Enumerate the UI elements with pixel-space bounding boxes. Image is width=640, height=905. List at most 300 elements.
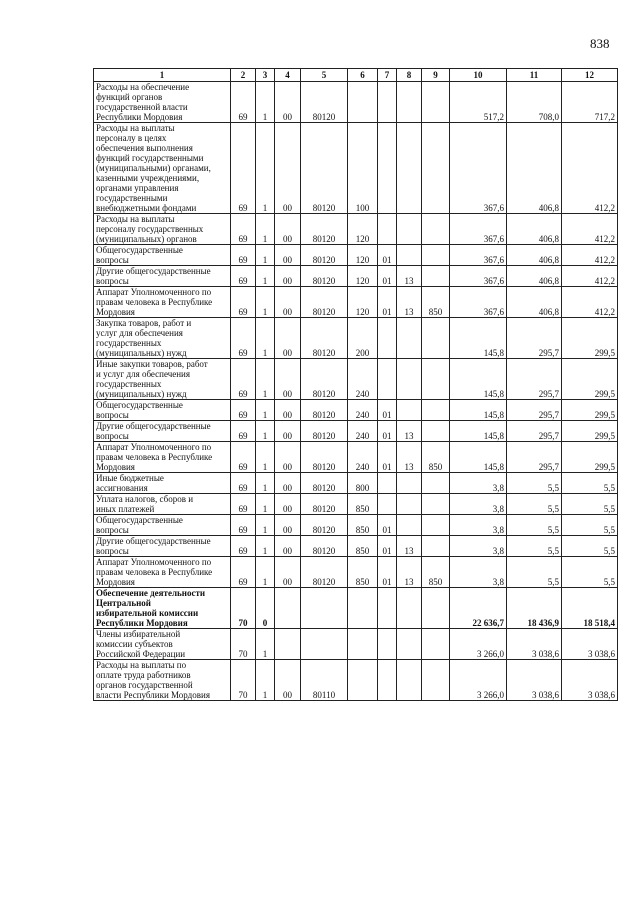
table-row bbox=[94, 359, 618, 400]
department-code bbox=[422, 536, 450, 557]
row-title-line: вопросы bbox=[96, 546, 129, 556]
table-row bbox=[94, 660, 618, 701]
amount-year-1: 517,2 bbox=[450, 82, 507, 123]
row-title-line: оплате труда работников bbox=[96, 670, 191, 680]
section-code: 69 bbox=[231, 473, 256, 494]
row-title-line: (муниципальных) органов bbox=[96, 234, 197, 244]
column-header: 5 bbox=[301, 69, 348, 82]
amount-year-3: 717,2 bbox=[562, 82, 618, 123]
target-article-code: 80120 bbox=[301, 214, 348, 245]
department-code bbox=[422, 515, 450, 536]
target-article-code: 80120 bbox=[301, 557, 348, 588]
amount-year-3: 5,5 bbox=[562, 473, 618, 494]
table-row bbox=[94, 421, 618, 442]
row-title-line: избирательной комиссии bbox=[96, 608, 199, 618]
row-title-line: вопросы bbox=[96, 431, 129, 441]
amount-year-1: 367,6 bbox=[450, 245, 507, 266]
row-title-line: ассигнования bbox=[96, 483, 148, 493]
program-code: 00 bbox=[275, 473, 301, 494]
section-code: 69 bbox=[231, 123, 256, 214]
function-subsection-code bbox=[397, 82, 422, 123]
table-row bbox=[94, 588, 618, 629]
program-code: 00 bbox=[275, 318, 301, 359]
department-code bbox=[422, 214, 450, 245]
row-title-line: Мордовия bbox=[96, 462, 135, 472]
amount-year-1: 367,6 bbox=[450, 287, 507, 318]
column-header: 1 bbox=[94, 69, 231, 82]
amount-year-3: 299,5 bbox=[562, 318, 618, 359]
row-title-line: персоналу государственных bbox=[96, 224, 204, 234]
subsection-code: 1 bbox=[256, 660, 275, 701]
expense-type-code: 100 bbox=[348, 123, 378, 214]
subsection-code: 1 bbox=[256, 82, 275, 123]
row-title-line: комиссии субъектов bbox=[96, 639, 173, 649]
expense-type-code: 800 bbox=[348, 473, 378, 494]
expense-type-code: 850 bbox=[348, 515, 378, 536]
department-code bbox=[422, 494, 450, 515]
expense-type-code: 200 bbox=[348, 318, 378, 359]
program-code: 00 bbox=[275, 442, 301, 473]
section-code: 69 bbox=[231, 245, 256, 266]
amount-year-1: 145,8 bbox=[450, 442, 507, 473]
target-article-code: 80120 bbox=[301, 400, 348, 421]
program-code: 00 bbox=[275, 359, 301, 400]
department-code bbox=[422, 82, 450, 123]
function-section-code bbox=[378, 629, 397, 660]
function-subsection-code bbox=[397, 629, 422, 660]
amount-year-3: 5,5 bbox=[562, 494, 618, 515]
page-number: 838 bbox=[590, 36, 610, 51]
row-title bbox=[94, 442, 231, 473]
row-title-line: Расходы на выплаты bbox=[96, 123, 175, 133]
subsection-code: 1 bbox=[256, 245, 275, 266]
program-code: 00 bbox=[275, 266, 301, 287]
department-code bbox=[422, 266, 450, 287]
table-row bbox=[94, 318, 618, 359]
department-code bbox=[422, 123, 450, 214]
row-title-line: Иные закупки товаров, работ bbox=[96, 359, 208, 369]
amount-year-1: 367,6 bbox=[450, 123, 507, 214]
row-title-line: государственных bbox=[96, 338, 162, 348]
target-article-code: 80120 bbox=[301, 245, 348, 266]
target-article-code: 80120 bbox=[301, 82, 348, 123]
function-subsection-code bbox=[397, 400, 422, 421]
row-title-line: внебюджетными фондами bbox=[96, 203, 197, 213]
amount-year-2: 5,5 bbox=[507, 494, 562, 515]
budget-table bbox=[93, 68, 618, 701]
row-title-line: и услуг для обеспечения bbox=[96, 369, 191, 379]
amount-year-3: 412,2 bbox=[562, 287, 618, 318]
function-section-code bbox=[378, 214, 397, 245]
row-title-line: органами управления bbox=[96, 183, 179, 193]
table-row bbox=[94, 214, 618, 245]
subsection-code: 1 bbox=[256, 421, 275, 442]
subsection-code: 1 bbox=[256, 318, 275, 359]
column-header: 2 bbox=[231, 69, 256, 82]
program-code: 00 bbox=[275, 400, 301, 421]
function-subsection-code bbox=[397, 588, 422, 629]
function-section-code: 01 bbox=[378, 421, 397, 442]
row-title-line: Иные бюджетные bbox=[96, 473, 164, 483]
section-code: 70 bbox=[231, 660, 256, 701]
amount-year-2: 406,8 bbox=[507, 245, 562, 266]
amount-year-2: 295,7 bbox=[507, 400, 562, 421]
row-title-line: вопросы bbox=[96, 276, 129, 286]
function-section-code bbox=[378, 588, 397, 629]
column-header: 11 bbox=[507, 69, 562, 82]
amount-year-3: 299,5 bbox=[562, 421, 618, 442]
row-title bbox=[94, 266, 231, 287]
target-article-code: 80120 bbox=[301, 123, 348, 214]
section-code: 69 bbox=[231, 359, 256, 400]
row-title bbox=[94, 660, 231, 701]
subsection-code: 1 bbox=[256, 359, 275, 400]
target-article-code: 80120 bbox=[301, 494, 348, 515]
program-code: 00 bbox=[275, 494, 301, 515]
expense-type-code: 850 bbox=[348, 494, 378, 515]
row-title bbox=[94, 515, 231, 536]
row-title-line: вопросы bbox=[96, 410, 129, 420]
column-header: 8 bbox=[397, 69, 422, 82]
function-section-code: 01 bbox=[378, 287, 397, 318]
row-title-line: Аппарат Уполномоченного по bbox=[96, 557, 212, 567]
row-title-line: иных платежей bbox=[96, 504, 155, 514]
expense-type-code: 850 bbox=[348, 557, 378, 588]
amount-year-1: 3,8 bbox=[450, 557, 507, 588]
row-title-line: Мордовия bbox=[96, 307, 135, 317]
function-subsection-code bbox=[397, 123, 422, 214]
function-subsection-code bbox=[397, 318, 422, 359]
amount-year-3: 3 038,6 bbox=[562, 660, 618, 701]
amount-year-2: 3 038,6 bbox=[507, 660, 562, 701]
function-subsection-code bbox=[397, 494, 422, 515]
row-title-line: Расходы на обеспечение bbox=[96, 82, 190, 92]
row-title bbox=[94, 400, 231, 421]
table-row bbox=[94, 473, 618, 494]
row-title-line: вопросы bbox=[96, 525, 129, 535]
column-header: 4 bbox=[275, 69, 301, 82]
subsection-code: 1 bbox=[256, 442, 275, 473]
target-article-code bbox=[301, 588, 348, 629]
amount-year-1: 145,8 bbox=[450, 318, 507, 359]
target-article-code: 80120 bbox=[301, 359, 348, 400]
row-title-line: Уплата налогов, сборов и bbox=[96, 494, 194, 504]
program-code bbox=[275, 629, 301, 660]
row-title bbox=[94, 557, 231, 588]
row-title bbox=[94, 82, 231, 123]
target-article-code bbox=[301, 629, 348, 660]
subsection-code: 1 bbox=[256, 214, 275, 245]
target-article-code: 80120 bbox=[301, 442, 348, 473]
row-title bbox=[94, 421, 231, 442]
amount-year-2: 5,5 bbox=[507, 536, 562, 557]
subsection-code: 1 bbox=[256, 123, 275, 214]
section-code: 69 bbox=[231, 494, 256, 515]
row-title-line: Члены избирательной bbox=[96, 629, 181, 639]
target-article-code: 80120 bbox=[301, 515, 348, 536]
row-title-line: Республики Мордовия bbox=[96, 112, 183, 122]
function-subsection-code: 13 bbox=[397, 442, 422, 473]
target-article-code: 80120 bbox=[301, 421, 348, 442]
table-row bbox=[94, 82, 618, 123]
amount-year-2: 406,8 bbox=[507, 266, 562, 287]
amount-year-1: 3,8 bbox=[450, 536, 507, 557]
row-title-line: Общегосударственные bbox=[96, 515, 183, 525]
row-title-line: Аппарат Уполномоченного по bbox=[96, 287, 212, 297]
subsection-code: 1 bbox=[256, 400, 275, 421]
table-row bbox=[94, 515, 618, 536]
subsection-code: 0 bbox=[256, 588, 275, 629]
amount-year-2: 295,7 bbox=[507, 359, 562, 400]
function-section-code: 01 bbox=[378, 245, 397, 266]
row-title bbox=[94, 359, 231, 400]
table-body bbox=[94, 82, 618, 701]
row-title-line: (муниципальных) нужд bbox=[96, 389, 187, 399]
expense-type-code: 240 bbox=[348, 400, 378, 421]
amount-year-1: 3,8 bbox=[450, 494, 507, 515]
column-header: 7 bbox=[378, 69, 397, 82]
row-title-line: Закупка товаров, работ и bbox=[96, 318, 192, 328]
table-row bbox=[94, 245, 618, 266]
amount-year-2: 406,8 bbox=[507, 123, 562, 214]
table-row bbox=[94, 629, 618, 660]
amount-year-3: 3 038,6 bbox=[562, 629, 618, 660]
expense-type-code bbox=[348, 588, 378, 629]
subsection-code: 1 bbox=[256, 494, 275, 515]
amount-year-3: 5,5 bbox=[562, 515, 618, 536]
row-title-line: правам человека в Республике bbox=[96, 297, 213, 307]
amount-year-2: 406,8 bbox=[507, 214, 562, 245]
program-code: 00 bbox=[275, 287, 301, 318]
expense-type-code bbox=[348, 629, 378, 660]
program-code: 00 bbox=[275, 557, 301, 588]
function-section-code: 01 bbox=[378, 515, 397, 536]
section-code: 69 bbox=[231, 287, 256, 318]
row-title bbox=[94, 214, 231, 245]
section-code: 69 bbox=[231, 82, 256, 123]
amount-year-3: 412,2 bbox=[562, 266, 618, 287]
row-title-line: органов государственной bbox=[96, 680, 193, 690]
amount-year-3: 412,2 bbox=[562, 245, 618, 266]
table-row bbox=[94, 442, 618, 473]
function-subsection-code bbox=[397, 515, 422, 536]
subsection-code: 1 bbox=[256, 557, 275, 588]
row-title-line: (муниципальными) органами, bbox=[96, 163, 211, 173]
row-title-line: правам человека в Республике bbox=[96, 452, 213, 462]
subsection-code: 1 bbox=[256, 515, 275, 536]
expense-type-code bbox=[348, 660, 378, 701]
row-title bbox=[94, 123, 231, 214]
row-title-line: Аппарат Уполномоченного по bbox=[96, 442, 212, 452]
section-code: 69 bbox=[231, 400, 256, 421]
amount-year-3: 299,5 bbox=[562, 442, 618, 473]
row-title-line: Расходы на выплаты bbox=[96, 214, 175, 224]
amount-year-1: 3 266,0 bbox=[450, 629, 507, 660]
function-section-code: 01 bbox=[378, 442, 397, 473]
function-subsection-code: 13 bbox=[397, 266, 422, 287]
row-title bbox=[94, 629, 231, 660]
row-title-line: Центральной bbox=[96, 598, 151, 608]
section-code: 70 bbox=[231, 629, 256, 660]
amount-year-3: 299,5 bbox=[562, 359, 618, 400]
column-header: 6 bbox=[348, 69, 378, 82]
amount-year-3: 5,5 bbox=[562, 557, 618, 588]
row-title-line: Обеспечение деятельности bbox=[96, 588, 206, 598]
column-header: 10 bbox=[450, 69, 507, 82]
amount-year-1: 3 266,0 bbox=[450, 660, 507, 701]
function-subsection-code: 13 bbox=[397, 421, 422, 442]
row-title-line: государственных bbox=[96, 379, 162, 389]
row-title bbox=[94, 287, 231, 318]
column-header: 12 bbox=[562, 69, 618, 82]
target-article-code: 80120 bbox=[301, 287, 348, 318]
row-title-line: (муниципальных) нужд bbox=[96, 348, 187, 358]
subsection-code: 1 bbox=[256, 629, 275, 660]
row-title-line: власти Республики Мордовия bbox=[96, 690, 210, 700]
row-title bbox=[94, 318, 231, 359]
amount-year-2: 406,8 bbox=[507, 287, 562, 318]
table-row bbox=[94, 266, 618, 287]
row-title-line: Российской Федерации bbox=[96, 649, 186, 659]
section-code: 69 bbox=[231, 214, 256, 245]
header-row bbox=[94, 69, 618, 82]
row-title-line: персоналу в целях bbox=[96, 133, 167, 143]
column-header: 9 bbox=[422, 69, 450, 82]
amount-year-1: 145,8 bbox=[450, 359, 507, 400]
function-subsection-code bbox=[397, 660, 422, 701]
amount-year-2: 18 436,9 bbox=[507, 588, 562, 629]
row-title-line: обеспечения выполнения bbox=[96, 143, 193, 153]
program-code: 00 bbox=[275, 536, 301, 557]
table-row bbox=[94, 557, 618, 588]
section-code: 69 bbox=[231, 536, 256, 557]
row-title-line: Другие общегосударственные bbox=[96, 421, 211, 431]
function-subsection-code bbox=[397, 359, 422, 400]
program-code: 00 bbox=[275, 123, 301, 214]
function-subsection-code bbox=[397, 473, 422, 494]
program-code bbox=[275, 588, 301, 629]
department-code bbox=[422, 473, 450, 494]
department-code: 850 bbox=[422, 557, 450, 588]
row-title-line: государственной власти bbox=[96, 102, 188, 112]
amount-year-2: 5,5 bbox=[507, 515, 562, 536]
target-article-code: 80110 bbox=[301, 660, 348, 701]
department-code bbox=[422, 245, 450, 266]
subsection-code: 1 bbox=[256, 536, 275, 557]
amount-year-3: 412,2 bbox=[562, 123, 618, 214]
section-code: 69 bbox=[231, 515, 256, 536]
amount-year-3: 5,5 bbox=[562, 536, 618, 557]
department-code bbox=[422, 318, 450, 359]
program-code: 00 bbox=[275, 214, 301, 245]
function-section-code bbox=[378, 660, 397, 701]
row-title bbox=[94, 245, 231, 266]
amount-year-3: 299,5 bbox=[562, 400, 618, 421]
function-section-code bbox=[378, 473, 397, 494]
function-subsection-code: 13 bbox=[397, 287, 422, 318]
row-title-line: Общегосударственные bbox=[96, 400, 183, 410]
section-code: 69 bbox=[231, 557, 256, 588]
expense-type-code bbox=[348, 82, 378, 123]
function-section-code bbox=[378, 359, 397, 400]
function-section-code: 01 bbox=[378, 400, 397, 421]
department-code bbox=[422, 629, 450, 660]
subsection-code: 1 bbox=[256, 287, 275, 318]
amount-year-1: 145,8 bbox=[450, 400, 507, 421]
function-section-code bbox=[378, 494, 397, 515]
amount-year-1: 3,8 bbox=[450, 473, 507, 494]
program-code: 00 bbox=[275, 82, 301, 123]
amount-year-2: 708,0 bbox=[507, 82, 562, 123]
row-title bbox=[94, 588, 231, 629]
section-code: 70 bbox=[231, 588, 256, 629]
amount-year-2: 3 038,6 bbox=[507, 629, 562, 660]
row-title-line: государственными bbox=[96, 193, 168, 203]
department-code bbox=[422, 421, 450, 442]
target-article-code: 80120 bbox=[301, 266, 348, 287]
amount-year-2: 5,5 bbox=[507, 557, 562, 588]
department-code bbox=[422, 660, 450, 701]
subsection-code: 1 bbox=[256, 266, 275, 287]
row-title-line: Мордовия bbox=[96, 577, 135, 587]
amount-year-2: 295,7 bbox=[507, 421, 562, 442]
program-code: 00 bbox=[275, 660, 301, 701]
target-article-code: 80120 bbox=[301, 536, 348, 557]
row-title-line: Другие общегосударственные bbox=[96, 266, 211, 276]
expense-type-code: 120 bbox=[348, 245, 378, 266]
expense-type-code: 240 bbox=[348, 442, 378, 473]
amount-year-1: 22 636,7 bbox=[450, 588, 507, 629]
function-section-code: 01 bbox=[378, 266, 397, 287]
function-section-code: 01 bbox=[378, 536, 397, 557]
section-code: 69 bbox=[231, 318, 256, 359]
amount-year-3: 412,2 bbox=[562, 214, 618, 245]
department-code bbox=[422, 400, 450, 421]
row-title-line: функций государственными bbox=[96, 153, 204, 163]
amount-year-2: 5,5 bbox=[507, 473, 562, 494]
row-title-line: Расходы на выплаты по bbox=[96, 660, 187, 670]
amount-year-1: 367,6 bbox=[450, 214, 507, 245]
function-subsection-code bbox=[397, 214, 422, 245]
program-code: 00 bbox=[275, 421, 301, 442]
program-code: 00 bbox=[275, 245, 301, 266]
row-title bbox=[94, 494, 231, 515]
function-section-code bbox=[378, 318, 397, 359]
row-title-line: правам человека в Республике bbox=[96, 567, 213, 577]
section-code: 69 bbox=[231, 442, 256, 473]
function-subsection-code bbox=[397, 245, 422, 266]
row-title bbox=[94, 536, 231, 557]
table-row bbox=[94, 287, 618, 318]
function-section-code bbox=[378, 82, 397, 123]
expense-type-code: 240 bbox=[348, 421, 378, 442]
department-code bbox=[422, 359, 450, 400]
row-title-line: Общегосударственные bbox=[96, 245, 183, 255]
table-row bbox=[94, 494, 618, 515]
row-title-line: Республики Мордовия bbox=[96, 618, 188, 628]
function-subsection-code: 13 bbox=[397, 536, 422, 557]
function-section-code: 01 bbox=[378, 557, 397, 588]
row-title bbox=[94, 473, 231, 494]
expense-type-code: 240 bbox=[348, 359, 378, 400]
amount-year-3: 18 518,4 bbox=[562, 588, 618, 629]
department-code: 850 bbox=[422, 442, 450, 473]
department-code: 850 bbox=[422, 287, 450, 318]
section-code: 69 bbox=[231, 421, 256, 442]
amount-year-1: 145,8 bbox=[450, 421, 507, 442]
amount-year-1: 3,8 bbox=[450, 515, 507, 536]
row-title-line: вопросы bbox=[96, 255, 129, 265]
